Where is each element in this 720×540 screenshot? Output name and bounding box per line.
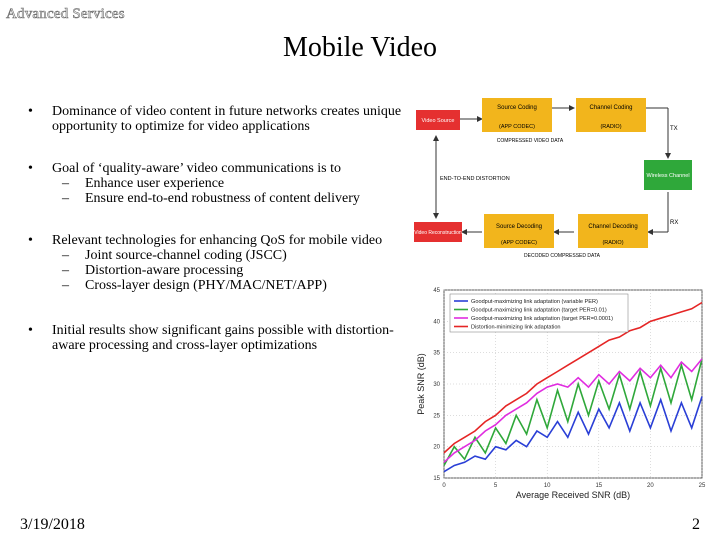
channel-decoding-label: Channel Decoding bbox=[588, 224, 638, 230]
sub-bullet-text: Distortion-aware processing bbox=[85, 263, 244, 278]
y-axis-label: Peak SNR (dB) bbox=[416, 353, 426, 415]
x-tick-label: 5 bbox=[493, 483, 498, 489]
y-tick-label: 25 bbox=[433, 413, 440, 420]
source-decoding-label: Source Decoding bbox=[495, 224, 543, 230]
dash: – bbox=[62, 248, 69, 263]
sub-bullet-item bbox=[52, 278, 403, 293]
x-tick-label: 15 bbox=[595, 483, 603, 489]
e2e-label: END-TO-END DISTORTION bbox=[440, 176, 510, 182]
bullet-item bbox=[28, 233, 403, 293]
sub-bullet-text: Cross-layer design (PHY/MAC/NET/APP) bbox=[85, 278, 327, 293]
bullet-item bbox=[28, 104, 403, 134]
y-tick-label: 40 bbox=[433, 319, 440, 326]
app-codec-label: (APP CODEC) bbox=[499, 124, 535, 130]
y-tick-label: 35 bbox=[433, 350, 440, 357]
bullet-item bbox=[28, 161, 403, 206]
y-tick-label: 20 bbox=[433, 444, 440, 451]
video-source-label: Video Source bbox=[421, 118, 455, 124]
bullet-text: Dominance of video content in future networks creates unique opportunity to optimize for video applications bbox=[52, 104, 402, 134]
dash: – bbox=[62, 191, 69, 206]
sub-bullet-text: Joint source-channel coding (JSCC) bbox=[85, 248, 287, 263]
x-axis-label: Average Received SNR (dB) bbox=[515, 490, 631, 500]
legend-entry: Goodput-maximizing link adaptation (target PER=0.01) bbox=[471, 307, 607, 314]
legend-entry: Goodput-maximizing link adaptation (target PER=0.0001) bbox=[471, 316, 613, 322]
bullet-dot: • bbox=[28, 104, 33, 119]
bullet-dot: • bbox=[28, 161, 33, 176]
sub-bullet-item bbox=[52, 176, 403, 191]
dash: – bbox=[62, 278, 69, 293]
sub-bullet-item bbox=[52, 263, 403, 278]
sub-bullet-item bbox=[52, 191, 403, 206]
y-tick-label: 15 bbox=[433, 476, 440, 482]
sub-bullet-text: Enhance user experience bbox=[85, 176, 225, 191]
video-reconstruction-label: Video Reconstruction bbox=[414, 230, 462, 236]
slide-title: Mobile Video bbox=[282, 32, 438, 63]
radio-label: (RADIO) bbox=[600, 124, 622, 130]
legend-entry: Distortion-minimizing link adaptation bbox=[471, 324, 561, 331]
psnr-chart bbox=[412, 284, 708, 502]
header-label: Advanced Services bbox=[6, 6, 125, 22]
y-tick-label: 30 bbox=[433, 382, 440, 388]
tx-label: TX bbox=[670, 126, 678, 132]
bullet-dot: • bbox=[28, 233, 33, 248]
page-number: 2 bbox=[692, 516, 700, 533]
x-tick-label: 20 bbox=[647, 483, 654, 489]
legend-entry: Goodput-maximizing link adaptation (variable PER) bbox=[471, 299, 598, 305]
x-tick-label: 10 bbox=[543, 483, 551, 489]
system-diagram bbox=[410, 92, 710, 276]
bullet-text: Initial results show significant gains possible with distortion-aware processing and cross-layer optimizations bbox=[52, 323, 394, 353]
app-codec-label: (APP CODEC) bbox=[501, 240, 537, 246]
radio-label: (RADIO) bbox=[602, 240, 624, 246]
source-coding-label: Source Coding bbox=[497, 105, 537, 111]
y-tick-label: 45 bbox=[433, 288, 440, 294]
sub-bullet-text: Ensure end-to-end robustness of content delivery bbox=[85, 191, 360, 206]
bullet-text: Relevant technologies for enhancing QoS for mobile video bbox=[52, 233, 383, 248]
bullet-text: Goal of ‘quality-aware’ video communications is to bbox=[52, 161, 341, 176]
bullet-dot: • bbox=[28, 323, 33, 338]
bullet-list bbox=[28, 104, 403, 366]
rx-label: RX bbox=[670, 220, 679, 226]
channel-coding-label: Channel Coding bbox=[589, 105, 633, 111]
dash: – bbox=[62, 263, 69, 278]
bullet-item bbox=[28, 323, 403, 353]
x-tick-label: 25 bbox=[698, 483, 706, 489]
footer-date: 3/19/2018 bbox=[20, 516, 85, 533]
x-tick-label: 0 bbox=[442, 483, 446, 489]
sub-bullet-item bbox=[52, 248, 403, 263]
decoded-label: DECODED COMPRESSED DATA bbox=[524, 253, 600, 259]
compressed-label: COMPRESSED VIDEO DATA bbox=[496, 138, 564, 144]
dash: – bbox=[62, 176, 69, 191]
wireless-channel-label: Wireless Channel bbox=[646, 173, 690, 179]
